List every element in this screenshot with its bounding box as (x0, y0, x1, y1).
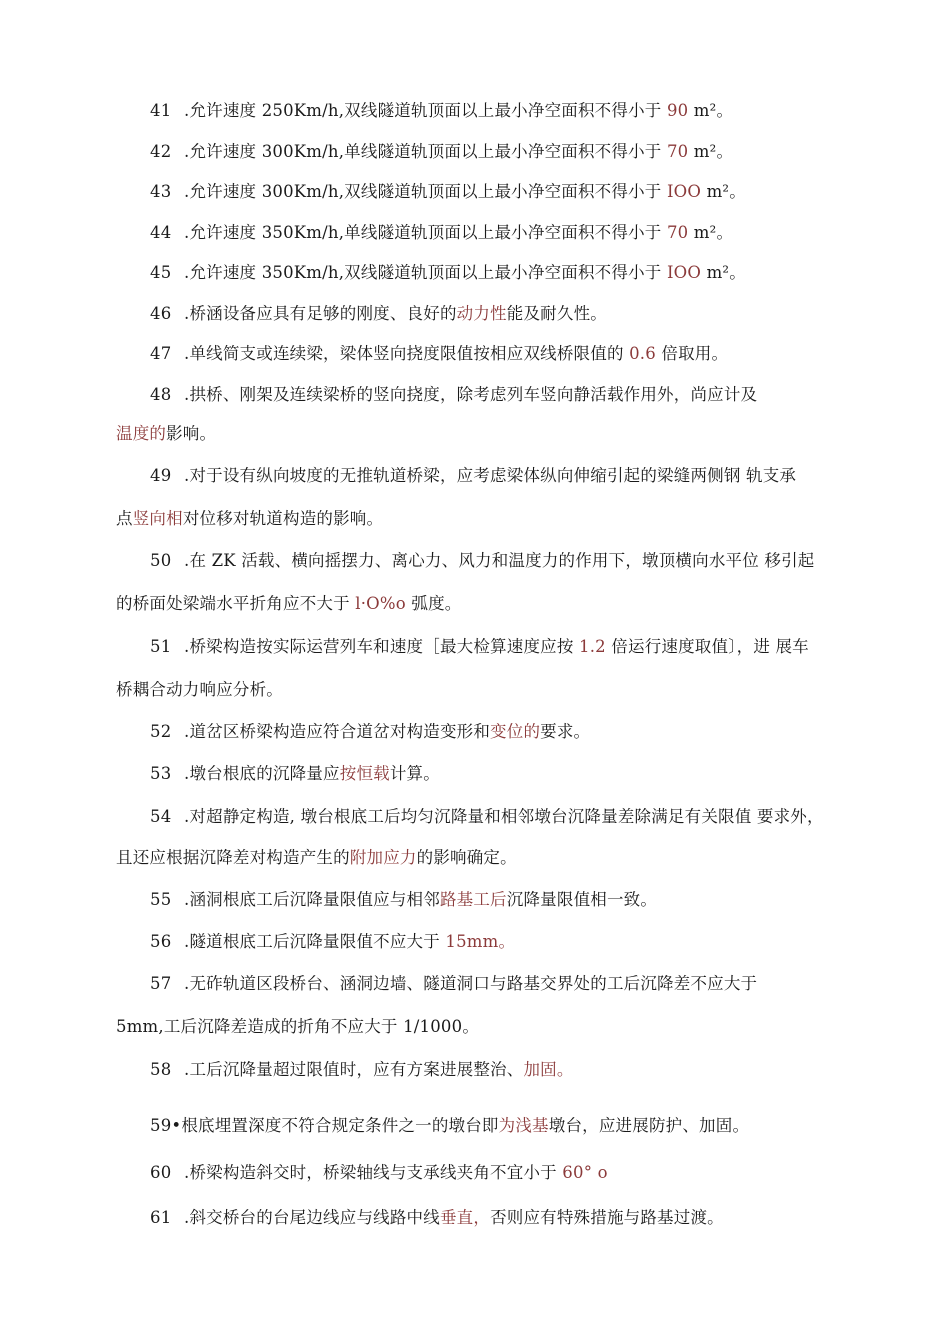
item-58: 58 .工后沉降量超过限值时，应有方案进展整治、加固。 (150, 1060, 574, 1079)
item-53: 53 .墩台根底的沉降量应按恒载计算。 (150, 764, 440, 783)
item-45: 45 .允许速度 350Km/h,双线隧道轨顶面以上最小净空面积不得小于 IOO m²。 (150, 263, 746, 282)
item-number: 44 (150, 223, 172, 242)
item-number: 52 (150, 722, 172, 741)
highlight-text: 90 (666, 101, 689, 120)
item-number: 48 (150, 385, 172, 404)
item-number: 53 (150, 764, 172, 783)
item-51: 51 .桥梁构造按实际运营列车和速度［最大检算速度应按 1.2 倍运行速度取值〕，进 展车 (150, 637, 809, 656)
item-number: 51 (150, 637, 172, 656)
item-51-continuation: 桥耦合动力响应分析。 (116, 680, 283, 699)
item-41: 41 .允许速度 250Km/h,双线隧道轨顶面以上最小净空面积不得小于 90 m²。 (150, 101, 734, 120)
highlight-text: IOO (666, 263, 702, 282)
item-54: 54 .对超静定构造, 墩台根底工后均匀沉降量和相邻墩台沉降量差除满足有关限值 要求外， (150, 807, 824, 826)
item-48: 48 .拱桥、刚架及连续梁桥的竖向挠度，除考虑列车竖向静活载作用外，尚应计及 (150, 385, 758, 404)
item-61: 61 .斜交桥台的台尾边线应与线路中线垂直，否则应有特殊措施与路基过渡。 (150, 1208, 724, 1227)
item-number: 60 (150, 1163, 172, 1182)
highlight-text: 加固。 (523, 1060, 574, 1079)
item-number: 57 (150, 974, 172, 993)
highlight-text: 70 (666, 142, 689, 161)
item-55: 55 .涵洞根底工后沉降量限值应与相邻路基工后沉降量限值相一致。 (150, 890, 658, 909)
item-57-continuation: 5mm,工后沉降差造成的折角不应大于 1/1000。 (116, 1017, 480, 1036)
item-number: 45 (150, 263, 172, 282)
item-60: 60 .桥梁构造斜交时，桥梁轴线与支承线夹角不宜小于 60° o (150, 1163, 608, 1182)
item-50: 50 .在 ZK 活载、横向摇摆力、离心力、风力和温度力的作用下，墩顶横向水平位 移引起 (150, 551, 815, 570)
item-number: 61 (150, 1208, 172, 1227)
item-number: 41 (150, 101, 172, 120)
item-57: 57 .无砟轨道区段桥台、涵洞边墙、隧道洞口与路基交界处的工后沉降差不应大于 (150, 974, 758, 993)
highlight-text: 垂直， (439, 1208, 491, 1227)
item-number: 56 (150, 932, 172, 951)
highlight-text: 1.2 (579, 637, 606, 656)
item-number: 46 (150, 304, 172, 323)
item-number: 49 (150, 466, 172, 485)
item-number: 54 (150, 807, 172, 826)
item-number: 47 (150, 344, 172, 363)
item-number: 42 (150, 142, 172, 161)
highlight-text: 60° o (562, 1163, 608, 1182)
highlight-text: 路基工后 (439, 890, 507, 909)
highlight-text: 按恒载 (339, 764, 390, 783)
item-49-continuation: 点竖向相对位移对轨道构造的影响。 (116, 509, 384, 528)
highlight-text: 为浅基 (498, 1116, 549, 1135)
item-47: 47 .单线简支或连续梁，梁体竖向挠度限值按相应双线桥限值的 0.6 倍取用。 (150, 344, 729, 363)
item-46: 46 .桥涵设备应具有足够的刚度、良好的动力性能及耐久性。 (150, 304, 607, 323)
highlight-text: 15mm。 (445, 932, 516, 951)
highlight-text: 70 (666, 223, 689, 242)
highlight-text: 动力性 (456, 304, 507, 323)
item-number: 43 (150, 182, 172, 201)
item-54-continuation: 且还应根据沉降差对构造产生的附加应力的影响确定。 (116, 848, 517, 867)
item-number: 50 (150, 551, 172, 570)
highlight-text: l·O%o (355, 594, 406, 613)
item-48-continuation: 温度的影响。 (116, 424, 217, 443)
item-42: 42 .允许速度 300Km/h,单线隧道轨顶面以上最小净空面积不得小于 70 m²。 (150, 142, 734, 161)
item-number: 58 (150, 1060, 172, 1079)
highlight-text: IOO (666, 182, 702, 201)
item-number: 59• (150, 1116, 182, 1135)
item-43: 43 .允许速度 300Km/h,双线隧道轨顶面以上最小净空面积不得小于 IOO m²。 (150, 182, 746, 201)
item-44: 44 .允许速度 350Km/h,单线隧道轨顶面以上最小净空面积不得小于 70 m²。 (150, 223, 734, 242)
highlight-text: 竖向相 (132, 509, 183, 528)
item-52: 52 .道岔区桥梁构造应符合道岔对构造变形和变位的要求。 (150, 722, 591, 741)
item-56: 56 .隧道根底工后沉降量限值不应大于 15mm。 (150, 932, 516, 951)
highlight-text: 附加应力 (349, 848, 417, 867)
highlight-text: 变位的 (490, 722, 541, 741)
item-50-continuation: 的桥面处梁端水平折角应不大于 l·O%o 弧度。 (116, 594, 462, 613)
item-59: 59•根底埋置深度不符合规定条件之一的墩台即为浅基墩台，应进展防护、加固。 (150, 1116, 750, 1135)
highlight-text: 0.6 (629, 344, 656, 363)
highlight-text: 温度的 (116, 424, 167, 443)
item-49: 49 .对于设有纵向坡度的无推轨道桥梁，应考虑梁体纵向伸缩引起的梁缝两侧钢 轨支承 (150, 466, 797, 485)
item-number: 55 (150, 890, 172, 909)
